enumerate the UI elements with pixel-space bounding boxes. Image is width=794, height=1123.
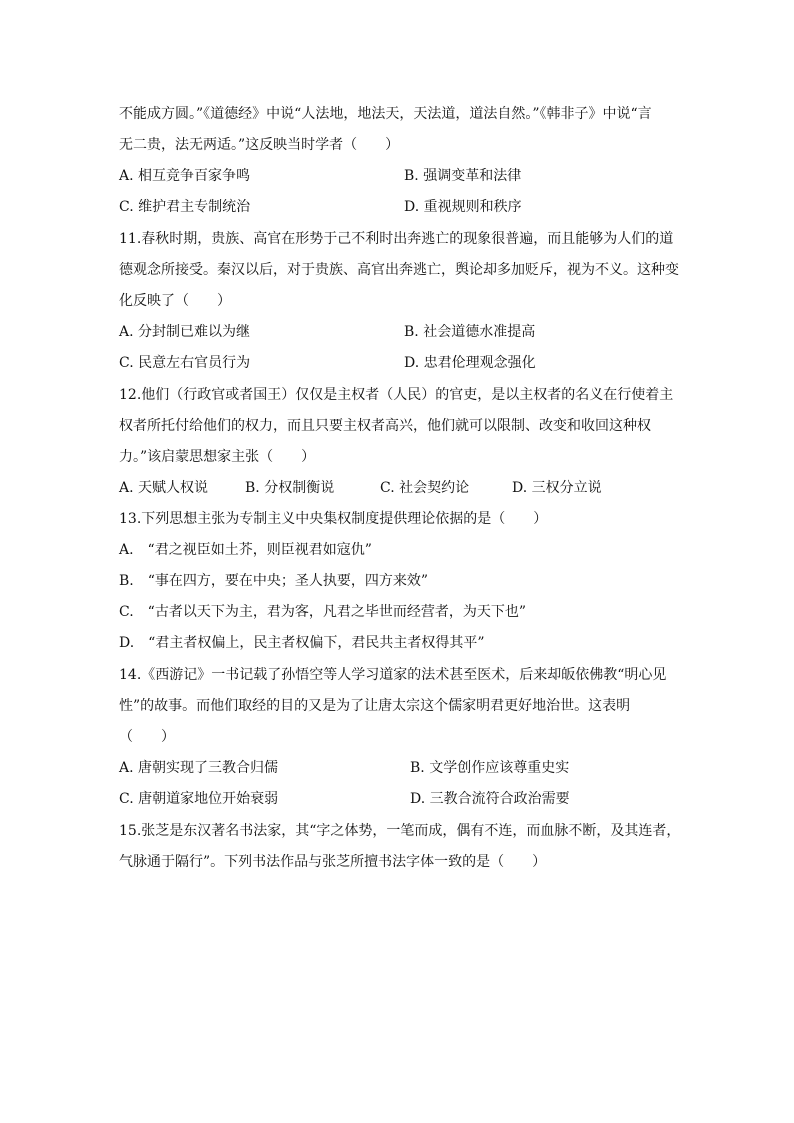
q12-option-c: C. 社会契约论 bbox=[380, 480, 470, 496]
q14-stem-line-1: 14.《西游记》一书记载了孙悟空等人学习道家的法术甚至医术，后来却皈依佛教“明心见 bbox=[119, 667, 667, 683]
q14-option-a: A. 唐朝实现了三教合归儒 bbox=[119, 760, 279, 776]
q11-stem-line-3: 化反映了（ ） bbox=[119, 293, 231, 309]
q11-stem-line-1: 11.春秋时期，贵族、高官在形势于己不利时出奔逃亡的现象很普遍，而且能够为人们的道 bbox=[119, 231, 674, 247]
q10-option-d: D. 重视规则和秩序 bbox=[404, 199, 522, 215]
q11-option-c: C. 民意左右官员行为 bbox=[119, 355, 251, 371]
q14-option-c: C. 唐朝道家地位开始衰弱 bbox=[119, 791, 279, 807]
q10-option-b: B. 强调变革和法律 bbox=[404, 168, 522, 184]
q10-stem-line-1: 不能成方圆。”《道德经》中说“人法地，地法天，天法道，道法自然。”《韩非子》中说“言 bbox=[119, 106, 652, 122]
q10-option-c: C. 维护君主专制统治 bbox=[119, 199, 251, 215]
q13-option-d: D. “君主者权偏上，民主者权偏下，君民共主者权得其平” bbox=[119, 635, 485, 651]
q12-option-b: B. 分权制衡说 bbox=[245, 480, 335, 496]
q13-option-b: B. “事在四方，要在中央；圣人执要，四方来效” bbox=[119, 573, 429, 589]
q11-stem-line-2: 德观念所接受。秦汉以后，对于贵族、高官出奔逃亡，舆论却多加贬斥，视为不义。这种变 bbox=[119, 262, 679, 278]
q12-option-a: A. 天赋人权说 bbox=[119, 480, 209, 496]
q13-stem-line-1: 13.下列思想主张为专制主义中央集权制度提供理论依据的是（ ） bbox=[119, 511, 548, 527]
q12-stem-line-2: 权者所托付给他们的权力，而且只要主权者高兴，他们就可以限制、改变和收回这种权 bbox=[119, 418, 651, 434]
q11-option-a: A. 分封制已难以为继 bbox=[119, 324, 251, 340]
q15-stem-line-2: 气脉通于隔行”。下列书法作品与张芝所擅书法字体一致的是（ ） bbox=[119, 854, 547, 870]
q11-option-b: B. 社会道德水准提高 bbox=[404, 324, 536, 340]
q12-option-d: D. 三权分立说 bbox=[512, 480, 602, 496]
q11-option-d: D. 忠君伦理观念强化 bbox=[404, 355, 536, 371]
q10-option-a: A. 相互竞争百家争鸣 bbox=[119, 168, 251, 184]
q14-stem-line-2: 性”的故事。而他们取经的目的又是为了让唐太宗这个儒家明君更好地治世。这表明 bbox=[119, 698, 631, 714]
q14-option-b: B. 文学创作应该尊重史实 bbox=[410, 760, 570, 776]
q10-stem-line-2: 无二贵，法无两适。”这反映当时学者（ ） bbox=[119, 137, 400, 153]
q13-option-a: A. “君之视臣如土芥，则臣视君如寇仇” bbox=[119, 542, 372, 558]
q14-stem-line-3: （ ） bbox=[119, 729, 175, 745]
q14-option-d: D. 三教合流符合政治需要 bbox=[410, 791, 570, 807]
q15-stem-line-1: 15.张芝是东汉著名书法家，其“字之体势，一笔而成，偶有不连，而血脉不断，及其连者， bbox=[119, 823, 681, 839]
q13-option-c: C. “古者以天下为主，君为客，凡君之毕世而经营者，为天下也” bbox=[119, 604, 526, 620]
q12-stem-line-3: 力。”该启蒙思想家主张（ ） bbox=[119, 449, 316, 465]
q12-stem-line-1: 12.他们（行政官或者国王）仅仅是主权者（人民）的官吏，是以主权者的名义在行使着主 bbox=[119, 387, 674, 403]
